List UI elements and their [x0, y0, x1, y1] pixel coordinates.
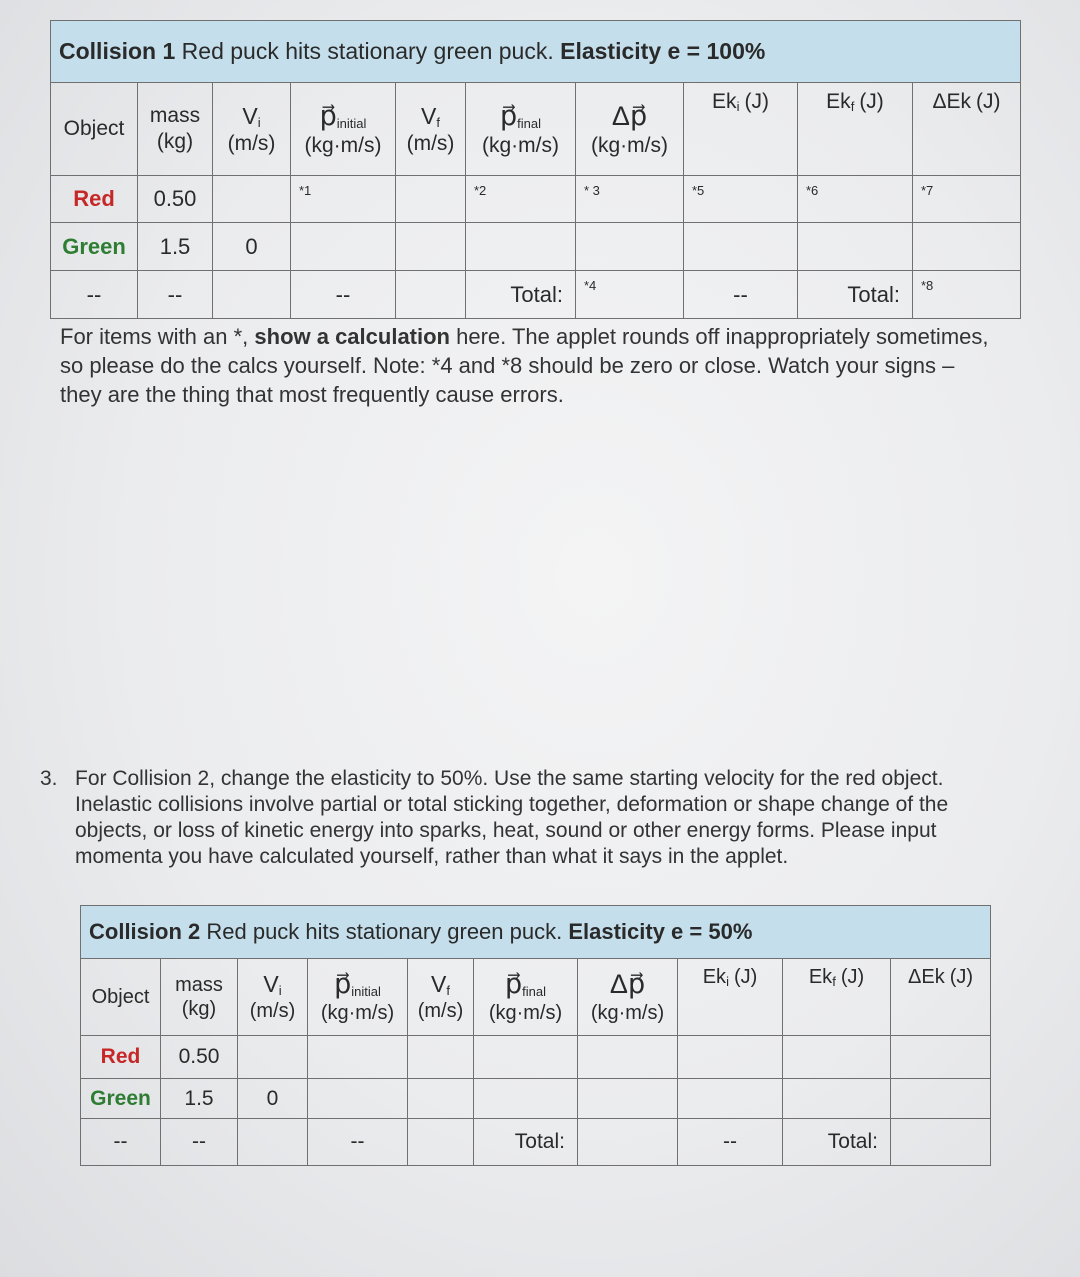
momentum-total-marker: *4	[576, 271, 684, 319]
collision2-green-row	[81, 1079, 991, 1119]
t2-header-p-initial-subscript: initial	[351, 984, 381, 1000]
header-delta-ek-symbol: ΔEk	[932, 90, 972, 113]
collision2-red-row	[81, 1036, 991, 1079]
t2-red-object-label: Red	[81, 1036, 161, 1079]
collision1-title-lead: Collision 1	[59, 38, 176, 64]
t2-green-mass: 1.5	[161, 1079, 238, 1119]
header-p-initial-subscript: initial	[336, 115, 367, 131]
t2-header-p-final-subscript: final	[522, 984, 546, 1000]
red-v-final-cell	[396, 176, 466, 223]
t2-header-v-final-symbol: V	[431, 971, 447, 998]
t2-energy-total-label: Total:	[783, 1119, 891, 1166]
collision2-title-row	[81, 906, 991, 959]
collision1-title-elasticity: Elasticity e = 100%	[560, 38, 766, 64]
t2-total-ek-initial-dash: --	[678, 1119, 783, 1166]
t2-red-delta-p-cell	[578, 1036, 678, 1079]
red-p-final-marker: *2	[466, 176, 576, 223]
t2-header-delta-p-unit: (kg·m/s)	[590, 1002, 665, 1025]
header-v-final-unit: (m/s)	[406, 131, 455, 155]
red-ek-initial-marker: *5	[684, 176, 798, 223]
t2-red-mass: 0.50	[161, 1036, 238, 1079]
collision2-title-description: Red puck hits stationary green puck.	[200, 919, 569, 944]
green-delta-p-cell	[576, 223, 684, 271]
collision2-title-elasticity: Elasticity e = 50%	[568, 919, 753, 944]
t2-header-delta-ek-symbol: ΔEk	[908, 966, 945, 988]
t2-green-ek-final-cell	[783, 1079, 891, 1119]
header-p-final-symbol: p⃗	[500, 100, 518, 131]
t2-green-delta-ek-cell	[891, 1079, 991, 1119]
header-ek-final-unit: (J)	[859, 90, 884, 113]
t2-header-v-final	[408, 959, 474, 1036]
header-v-final-subscript: f	[436, 114, 440, 130]
question-3-text: For Collision 2, change the elasticity to 50%. Use the same starting velocity for the red object. Inelastic collisions involve partial or total sticking together, deformation or shape change of the objects, or loss of kinetic energy into sparks, heat, sound or other energy forms. Please input momenta you have calculated yourself, rather than what it says in the applet.	[75, 767, 949, 868]
header-object-label: Object	[63, 117, 125, 141]
green-v-initial: 0	[213, 223, 291, 271]
t2-header-object	[81, 959, 161, 1036]
header-v-initial-symbol: V	[242, 102, 258, 129]
t2-header-p-initial-symbol: p⃗	[334, 969, 352, 1000]
t2-header-delta-p-symbol: Δp⃗	[609, 969, 646, 1000]
header-ek-final-subscript: f	[850, 99, 855, 114]
t2-header-mass-unit: (kg)	[181, 998, 217, 1020]
t2-header-delta-ek-unit: (J)	[949, 966, 974, 988]
t2-header-object-label: Object	[91, 985, 150, 1008]
header-p-final-subscript: final	[517, 115, 541, 131]
t2-green-ek-initial-cell	[678, 1079, 783, 1119]
header-delta-p-symbol: Δp⃗	[611, 100, 648, 131]
t2-total-v-final-cell	[408, 1119, 474, 1166]
header-object	[51, 83, 138, 176]
t2-header-p-final-symbol: p⃗	[505, 969, 523, 1000]
t2-red-v-initial-cell	[238, 1036, 308, 1079]
calculation-note	[60, 322, 990, 409]
t2-red-v-final-cell	[408, 1036, 474, 1079]
t2-header-p-final-unit: (kg·m/s)	[488, 1002, 563, 1025]
red-delta-p-marker: * 3	[576, 176, 684, 223]
header-p-final-unit: (kg·m/s)	[482, 133, 559, 157]
t2-header-v-initial-symbol: V	[263, 971, 279, 998]
collision2-total-row	[81, 1119, 991, 1166]
t2-header-p-final	[474, 959, 578, 1036]
t2-green-object-label: Green	[81, 1079, 161, 1119]
header-ek-initial-unit: (J)	[744, 90, 769, 113]
header-p-initial	[291, 83, 396, 176]
collision1-title	[51, 21, 1021, 83]
t2-header-ek-final-symbol: Ek	[808, 966, 833, 988]
header-mass	[138, 83, 213, 176]
red-mass: 0.50	[138, 176, 213, 223]
header-ek-final-symbol: Ek	[826, 90, 851, 113]
header-delta-ek-unit: (J)	[976, 90, 1001, 113]
t2-red-p-initial-cell	[308, 1036, 408, 1079]
red-v-initial-cell	[213, 176, 291, 223]
collision2-table	[80, 905, 991, 1166]
note-emphasis: show a calculation	[254, 324, 450, 349]
note-intro: For items with an *,	[60, 324, 255, 349]
red-object-label: Red	[51, 176, 138, 223]
t2-header-v-final-unit: (m/s)	[417, 1000, 464, 1023]
green-mass: 1.5	[138, 223, 213, 271]
t2-header-mass	[161, 959, 238, 1036]
header-v-initial-unit: (m/s)	[227, 131, 276, 155]
total-mass-dash: --	[138, 271, 213, 319]
t2-total-object-dash: --	[81, 1119, 161, 1166]
t2-header-v-final-subscript: f	[446, 983, 450, 999]
header-mass-unit: (kg)	[156, 130, 194, 153]
collision2-title-lead: Collision 2	[89, 919, 201, 944]
collision1-table	[50, 20, 1021, 319]
green-p-final-cell	[466, 223, 576, 271]
t2-header-mass-label: mass	[175, 973, 223, 996]
t2-header-v-initial	[238, 959, 308, 1036]
header-ek-initial	[684, 83, 798, 176]
green-v-final-cell	[396, 223, 466, 271]
energy-total-marker: *8	[913, 271, 1021, 319]
t2-header-ek-initial-unit: (J)	[733, 966, 758, 988]
t2-header-delta-ek	[891, 959, 991, 1036]
t2-total-p-initial-dash: --	[308, 1119, 408, 1166]
green-delta-ek-cell	[913, 223, 1021, 271]
header-mass-label: mass	[149, 104, 201, 128]
collision1-red-row	[51, 176, 1021, 223]
question-3	[40, 766, 1010, 870]
header-v-initial	[213, 83, 291, 176]
t2-red-ek-initial-cell	[678, 1036, 783, 1079]
header-delta-p-unit: (kg·m/s)	[591, 133, 668, 157]
collision2-title	[81, 906, 991, 959]
green-ek-initial-cell	[684, 223, 798, 271]
t2-header-ek-initial-subscript: i	[726, 974, 729, 989]
question-3-number: 3.	[40, 767, 58, 790]
t2-header-v-initial-subscript: i	[278, 983, 282, 999]
header-v-final-symbol: V	[421, 102, 437, 129]
collision1-green-row	[51, 223, 1021, 271]
t2-header-ek-initial-symbol: Ek	[702, 966, 727, 988]
header-delta-p	[576, 83, 684, 176]
t2-green-delta-p-cell	[578, 1079, 678, 1119]
header-delta-ek	[913, 83, 1021, 176]
t2-energy-total-cell	[891, 1119, 991, 1166]
t2-green-p-final-cell	[474, 1079, 578, 1119]
total-object-dash: --	[51, 271, 138, 319]
green-ek-final-cell	[798, 223, 913, 271]
t2-header-ek-final	[783, 959, 891, 1036]
t2-header-p-initial	[308, 959, 408, 1036]
collision1-total-row	[51, 271, 1021, 319]
collision1-title-description: Red puck hits stationary green puck.	[175, 38, 561, 64]
t2-header-ek-final-subscript: f	[832, 974, 836, 989]
header-v-final	[396, 83, 466, 176]
green-object-label: Green	[51, 223, 138, 271]
t2-header-delta-p	[578, 959, 678, 1036]
t2-red-p-final-cell	[474, 1036, 578, 1079]
t2-green-p-initial-cell	[308, 1079, 408, 1119]
t2-header-ek-initial	[678, 959, 783, 1036]
t2-green-v-initial: 0	[238, 1079, 308, 1119]
t2-total-mass-dash: --	[161, 1119, 238, 1166]
t2-header-ek-final-unit: (J)	[840, 966, 865, 988]
total-ek-initial-dash: --	[684, 271, 798, 319]
red-delta-ek-marker: *7	[913, 176, 1021, 223]
collision1-header-row	[51, 83, 1021, 176]
t2-header-p-initial-unit: (kg·m/s)	[320, 1002, 395, 1025]
header-ek-final	[798, 83, 913, 176]
total-v-initial-cell	[213, 271, 291, 319]
total-p-initial-dash: --	[291, 271, 396, 319]
note-body: here. The applet rounds off inappropriately sometimes, so please do the calcs yourself. Note: *4 and *8 should be zero or close. Watch your signs – they are the thing that most frequently cause errors.	[60, 324, 989, 407]
t2-momentum-total-label: Total:	[474, 1119, 578, 1166]
energy-total-label: Total:	[798, 271, 913, 319]
header-p-initial-symbol: p⃗	[319, 100, 337, 131]
t2-momentum-total-cell	[578, 1119, 678, 1166]
momentum-total-label: Total:	[466, 271, 576, 319]
t2-red-delta-ek-cell	[891, 1036, 991, 1079]
t2-red-ek-final-cell	[783, 1036, 891, 1079]
header-ek-initial-subscript: i	[736, 99, 740, 114]
t2-total-v-initial-cell	[238, 1119, 308, 1166]
green-p-initial-cell	[291, 223, 396, 271]
header-ek-initial-symbol: Ek	[712, 90, 737, 113]
header-v-initial-subscript: i	[257, 114, 261, 130]
t2-header-v-initial-unit: (m/s)	[249, 1000, 296, 1023]
collision2-header-row	[81, 959, 991, 1036]
header-p-final	[466, 83, 576, 176]
total-v-final-cell	[396, 271, 466, 319]
header-p-initial-unit: (kg·m/s)	[304, 133, 382, 157]
collision1-title-row	[51, 21, 1021, 83]
red-p-initial-marker: *1	[291, 176, 396, 223]
red-ek-final-marker: *6	[798, 176, 913, 223]
t2-green-v-final-cell	[408, 1079, 474, 1119]
